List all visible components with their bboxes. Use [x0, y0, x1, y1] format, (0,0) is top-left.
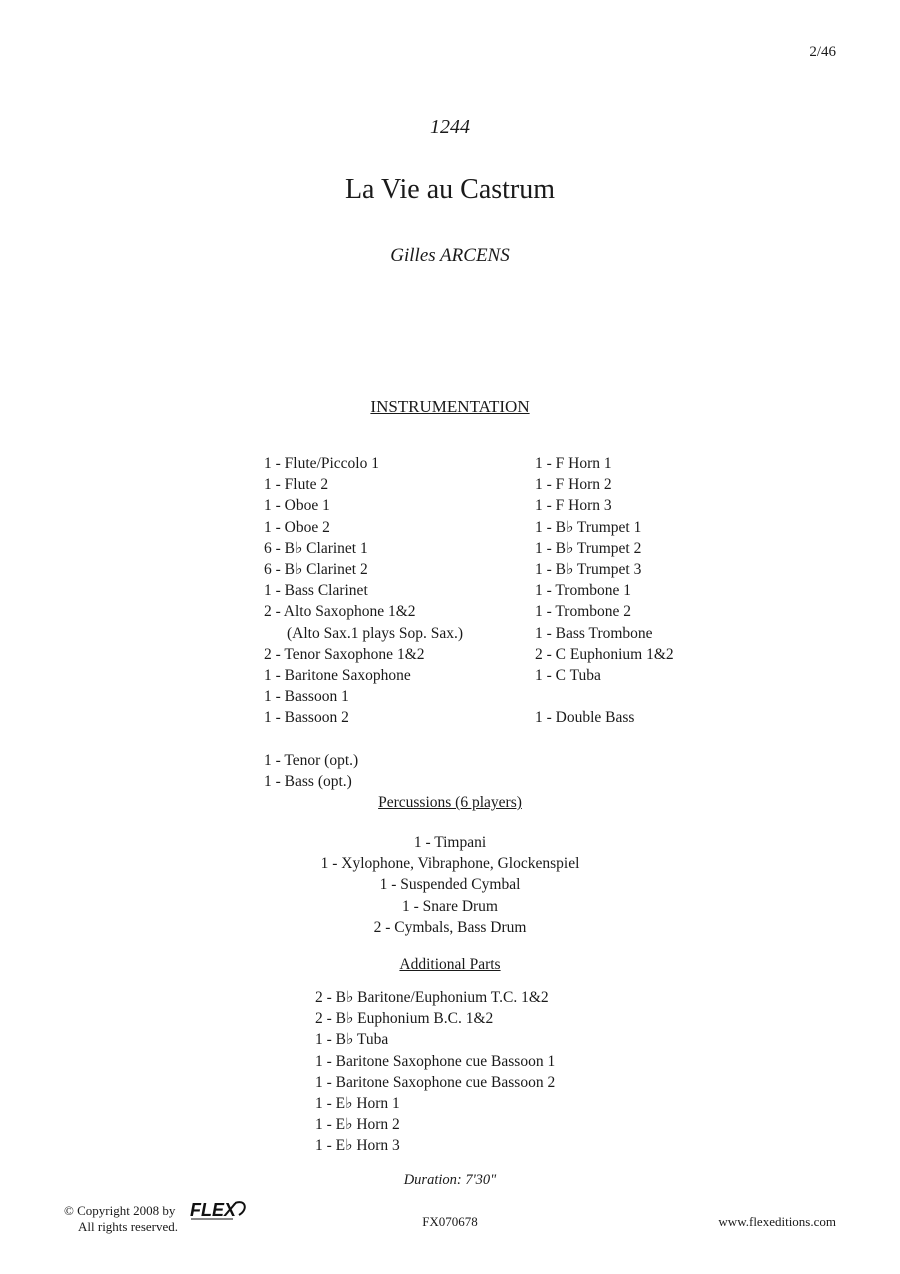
additional-part-item: 2 - B♭ Euphonium B.C. 1&2	[315, 1010, 494, 1028]
additional-parts-list	[315, 987, 555, 1157]
spacer	[535, 686, 674, 707]
duration: Duration: 7'30"	[403, 1172, 497, 1188]
piece-title: La Vie au Castrum	[344, 174, 556, 205]
instrument-item: 6 - B♭ Clarinet 2	[264, 560, 368, 578]
instrument-item: 1 - B♭ Trumpet 2	[535, 539, 642, 557]
instrument-item: 1 - Baritone Saxophone	[264, 666, 411, 684]
instrument-item: 1 - B♭ Trumpet 1	[535, 518, 642, 536]
voice-item: 1 - Bass (opt.)	[264, 773, 352, 791]
instrument-item: 1 - Trombone 1	[535, 582, 632, 600]
instrument-item: 2 - Alto Saxophone 1&2	[264, 603, 416, 621]
instrument-item: 1 - Bass Clarinet	[264, 582, 368, 600]
instrument-list-right	[535, 453, 674, 728]
opus-number: 1244	[430, 116, 470, 138]
instrument-item: 1 - Trombone 2	[535, 603, 632, 621]
percussion-item: 1 - Snare Drum	[402, 897, 498, 915]
additional-part-item: 1 - Baritone Saxophone cue Bassoon 1	[315, 1052, 556, 1070]
additional-parts-heading: Additional Parts	[399, 956, 501, 973]
instrument-item: 1 - Double Bass	[535, 709, 635, 727]
copyright-line: © Copyright 2008 by	[64, 1203, 176, 1218]
additional-part-item: 1 - B♭ Tuba	[315, 1031, 389, 1049]
website-link[interactable]: www.flexeditions.com	[718, 1214, 836, 1229]
instrument-item: 2 - C Euphonium 1&2	[535, 645, 674, 663]
instrument-note: (Alto Sax.1 plays Sop. Sax.)	[287, 624, 464, 642]
percussion-item: 1 - Xylophone, Vibraphone, Glockenspiel	[320, 855, 580, 873]
instrument-item: 1 - Oboe 1	[264, 497, 330, 515]
percussion-item: 1 - Suspended Cymbal	[379, 876, 521, 894]
voice-list	[264, 750, 358, 792]
instrument-item: 2 - Tenor Saxophone 1&2	[264, 645, 425, 663]
instrument-item: 6 - B♭ Clarinet 1	[264, 539, 368, 557]
page-number: 2/46	[809, 44, 836, 60]
percussion-item: 1 - Timpani	[413, 834, 487, 851]
additional-part-item: 1 - E♭ Horn 1	[315, 1094, 400, 1112]
instrument-item: 1 - B♭ Trumpet 3	[535, 560, 642, 578]
instrument-item: 1 - F Horn 3	[535, 497, 612, 515]
percussion-item: 2 - Cymbals, Bass Drum	[373, 918, 527, 936]
instrument-list-left	[264, 453, 463, 728]
instrument-item: 1 - Oboe 2	[264, 518, 330, 536]
instrument-item: 1 - Bassoon 1	[264, 688, 349, 706]
additional-part-item: 2 - B♭ Baritone/Euphonium T.C. 1&2	[315, 989, 549, 1006]
instrument-item: 1 - Bassoon 2	[264, 709, 349, 727]
percussion-heading: Percussions (6 players)	[378, 794, 522, 811]
additional-part-item: 1 - Baritone Saxophone cue Bassoon 2	[315, 1073, 556, 1091]
instrument-item: 1 - F Horn 2	[535, 476, 612, 494]
instrumentation-heading: INSTRUMENTATION	[370, 397, 530, 416]
catalog-code: FX070678	[422, 1214, 478, 1229]
composer-name: Gilles ARCENS	[390, 245, 510, 266]
flex-logo-text: FLEX	[190, 1200, 237, 1220]
instrument-item: 1 - C Tuba	[535, 666, 601, 684]
additional-part-item: 1 - E♭ Horn 2	[315, 1116, 400, 1134]
instrument-item: 1 - Flute/Piccolo 1	[264, 455, 379, 472]
rights-line: All rights reserved.	[78, 1219, 179, 1234]
instrument-item: 1 - Flute 2	[264, 476, 329, 494]
instrument-item: 1 - Bass Trombone	[535, 624, 653, 642]
instrument-item: 1 - F Horn 1	[535, 455, 612, 472]
additional-part-item: 1 - E♭ Horn 3	[315, 1137, 400, 1155]
percussion-list	[0, 832, 900, 938]
voice-item: 1 - Tenor (opt.)	[264, 752, 359, 769]
